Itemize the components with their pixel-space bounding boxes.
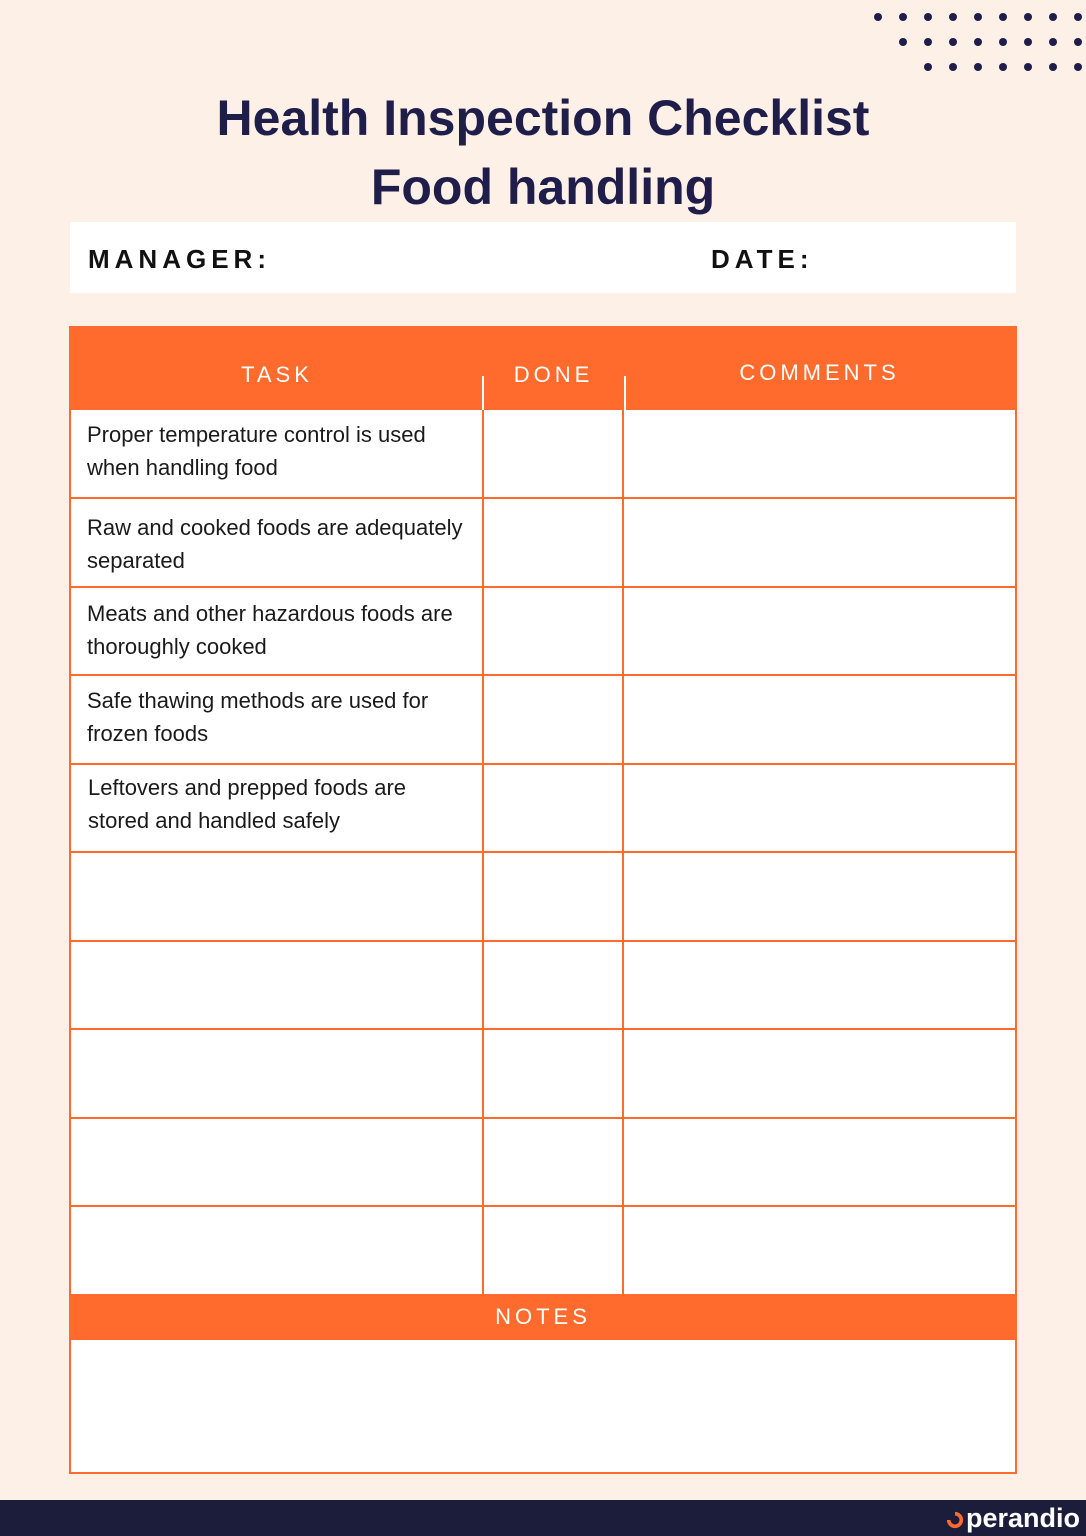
comments-cell[interactable]	[624, 676, 1015, 763]
comments-cell[interactable]	[624, 941, 1015, 1028]
checklist-table	[69, 326, 1017, 1474]
logo-o-icon	[946, 1511, 964, 1529]
header-divider	[482, 376, 484, 410]
task-cell[interactable]	[71, 853, 482, 940]
notes-header: NOTES	[71, 1294, 1015, 1340]
table-row	[71, 499, 1015, 588]
header-comments: COMMENTS	[739, 360, 900, 385]
done-cell[interactable]	[482, 499, 624, 586]
table-row	[71, 410, 1015, 499]
task-cell: Leftovers and prepped foods are stored and handled safely	[88, 775, 407, 833]
comments-cell[interactable]	[624, 853, 1015, 940]
table-row	[71, 853, 1015, 942]
comments-cell[interactable]	[624, 410, 1015, 497]
date-label: DATE:	[711, 244, 814, 274]
done-cell[interactable]	[482, 587, 624, 674]
manager-label: MANAGER:	[88, 244, 271, 274]
table-row	[71, 587, 1015, 676]
task-cell[interactable]	[71, 1118, 482, 1205]
done-cell[interactable]	[482, 853, 624, 940]
table-row	[71, 764, 1015, 853]
task-cell: Safe thawing methods are used for frozen foods	[87, 688, 429, 746]
notes-area[interactable]	[71, 1340, 1015, 1472]
header-done: DONE	[513, 362, 594, 387]
comments-cell[interactable]	[624, 764, 1015, 851]
comments-cell[interactable]	[624, 499, 1015, 586]
task-cell[interactable]	[71, 941, 482, 1028]
task-cell[interactable]	[71, 1207, 482, 1294]
comments-cell[interactable]	[624, 587, 1015, 674]
done-cell[interactable]	[482, 764, 624, 851]
done-cell[interactable]	[482, 410, 624, 497]
table-row	[71, 1030, 1015, 1119]
comments-cell[interactable]	[624, 1207, 1015, 1294]
task-cell: Raw and cooked foods are adequately separated	[87, 515, 463, 573]
table-row	[71, 1207, 1015, 1294]
footer-bar	[0, 1500, 1086, 1536]
page-subtitle: Food handling	[370, 159, 716, 215]
task-cell[interactable]	[71, 1030, 482, 1117]
table-row	[71, 1118, 1015, 1207]
header-divider	[624, 376, 626, 410]
table-row	[71, 676, 1015, 765]
manager-date-bar	[70, 222, 1016, 293]
brand-logo	[946, 1502, 1080, 1534]
done-cell[interactable]	[482, 676, 624, 763]
table-row	[71, 941, 1015, 1030]
page-title: Health Inspection Checklist	[216, 90, 870, 146]
brand-name: perandio	[965, 1502, 1080, 1533]
table-header	[71, 328, 1015, 410]
done-cell[interactable]	[482, 1030, 624, 1117]
task-cell: Meats and other hazardous foods are thoroughly cooked	[87, 601, 453, 659]
comments-cell[interactable]	[624, 1030, 1015, 1117]
decorative-dots	[856, 0, 1086, 90]
done-cell[interactable]	[482, 1207, 624, 1294]
comments-cell[interactable]	[624, 1118, 1015, 1205]
done-cell[interactable]	[482, 941, 624, 1028]
task-cell: Proper temperature control is used when handling food	[87, 422, 426, 480]
done-cell[interactable]	[482, 1118, 624, 1205]
header-task: TASK	[241, 362, 313, 387]
